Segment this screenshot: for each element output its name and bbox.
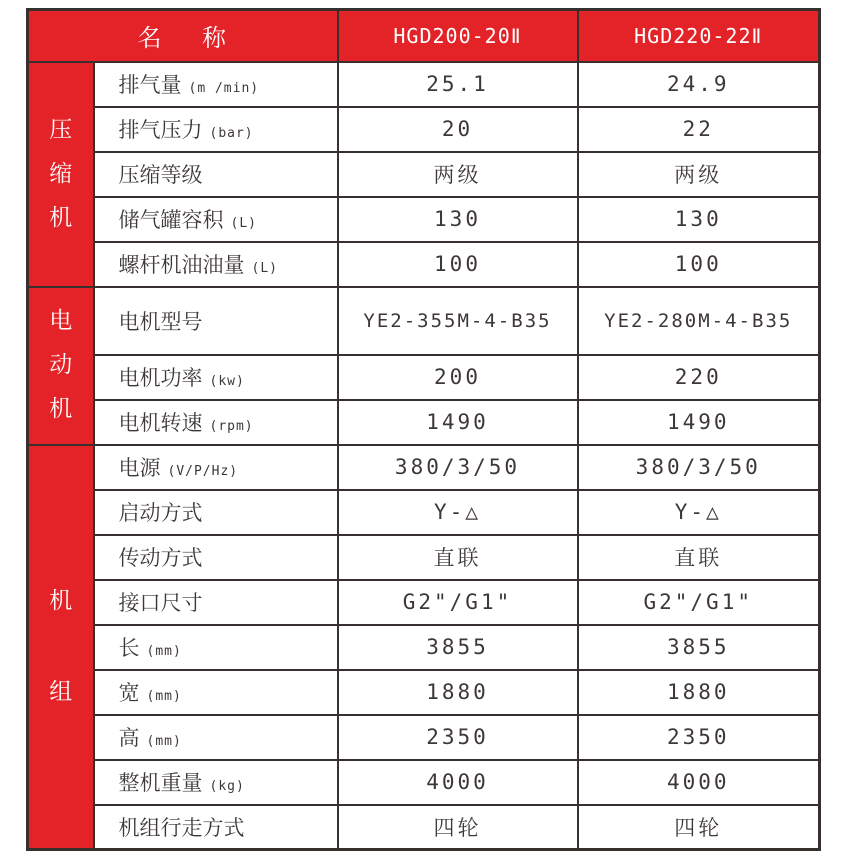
spec-label-cell [94,580,338,625]
spec-unit: (mm) [146,644,182,659]
spec-table [26,8,821,851]
table-row [28,715,820,760]
spec-label-cell [94,445,338,490]
spec-label: 长 [118,636,140,660]
category-char: 压 [49,116,73,143]
table-row [28,445,820,490]
category-unit-group [28,445,94,850]
spec-value-cell: 2350 [578,715,820,760]
category-char: 机 [49,587,73,614]
spec-value-cell: 22 [578,107,820,152]
spec-value-cell: 130 [578,197,820,242]
spec-value-cell: 100 [578,242,820,287]
category-char: 机 [49,204,73,231]
spec-unit: (V/P/Hz) [167,464,239,479]
spec-value-cell: 1880 [338,670,578,715]
spec-unit: (bar) [209,126,254,141]
spec-label: 排气量 [118,73,182,97]
spec-unit: (kw) [209,374,245,389]
category-char-stack [29,310,93,421]
table-header-row [28,10,820,62]
spec-value-cell: 1880 [578,670,820,715]
spec-label: 启动方式 [118,501,203,525]
spec-value-cell: YE2-280M-4-B35 [578,287,820,355]
table-row [28,62,820,107]
spec-value-cell: 220 [578,355,820,400]
spec-value-cell: 25.1 [338,62,578,107]
table-row [28,400,820,445]
spec-label-cell [94,535,338,580]
spec-label: 储气罐容积 [118,208,224,232]
spec-label: 整机重量 [118,771,203,795]
spec-unit: (rpm) [209,419,254,434]
spec-label-cell [94,490,338,535]
spec-label: 电源 [118,456,161,480]
spec-label: 螺杆机油油量 [118,253,245,277]
spec-value-cell: 380/3/50 [578,445,820,490]
spec-label: 电机型号 [118,309,203,334]
header-model-hgd220-22: HGD220-22Ⅱ [578,10,820,62]
spec-label: 宽 [118,681,140,705]
category-compressor [28,62,94,287]
table-row [28,355,820,400]
spec-label-cell [94,760,338,805]
spec-value-cell: 4000 [578,760,820,805]
spec-value-cell: 24.9 [578,62,820,107]
spec-unit: (L) [251,261,278,276]
spec-value-cell: 2350 [338,715,578,760]
category-char-stack [29,587,93,705]
category-char: 电 [49,308,73,334]
spec-value-cell: 380/3/50 [338,445,578,490]
spec-value-cell: 100 [338,242,578,287]
spec-label: 接口尺寸 [118,591,203,615]
spec-value-cell: G2"/G1" [578,580,820,625]
table-row [28,287,820,355]
spec-label-cell [94,355,338,400]
spec-value-cell: 20 [338,107,578,152]
spec-value-cell: 四轮 [338,805,578,850]
table-row [28,242,820,287]
spec-label-cell [94,805,338,850]
spec-value-cell: Y-△ [338,490,578,535]
category-char: 动 [49,352,73,378]
spec-label-cell [94,242,338,287]
spec-label-cell [94,715,338,760]
table-row [28,670,820,715]
category-char: 机 [49,396,73,422]
spec-unit: (kg) [209,779,245,794]
table-row [28,197,820,242]
header-name-cell: 名 称 [28,10,338,62]
spec-value-cell: G2"/G1" [338,580,578,625]
table-row [28,490,820,535]
spec-label: 电机转速 [118,411,203,435]
spec-value-cell: 200 [338,355,578,400]
spec-value-cell: 两级 [578,152,820,197]
spec-value-cell: 直联 [578,535,820,580]
spec-label-cell [94,197,338,242]
table-row [28,625,820,670]
spec-value-cell: 四轮 [578,805,820,850]
category-char-stack [29,116,93,231]
table-row [28,760,820,805]
spec-value-cell: 直联 [338,535,578,580]
spec-unit: (m /min) [188,81,260,96]
spec-label: 压缩等级 [118,163,203,187]
table-row [28,805,820,850]
spec-value-cell: 3855 [578,625,820,670]
spec-label-cell [94,107,338,152]
spec-value-cell: 4000 [338,760,578,805]
spec-value-cell: 1490 [578,400,820,445]
table-row [28,535,820,580]
table-row [28,580,820,625]
spec-value-cell: YE2-355M-4-B35 [338,287,578,355]
spec-value-cell: 1490 [338,400,578,445]
category-char: 组 [49,678,73,705]
table-row [28,107,820,152]
category-motor [28,287,94,445]
spec-label-cell [94,287,338,355]
spec-label-cell [94,625,338,670]
spec-value-cell: Y-△ [578,490,820,535]
spec-value-cell: 130 [338,197,578,242]
header-model-hgd200-20: HGD200-20Ⅱ [338,10,578,62]
spec-label: 传动方式 [118,546,203,570]
spec-value-cell: 两级 [338,152,578,197]
spec-value-cell: 3855 [338,625,578,670]
spec-unit: (L) [230,216,257,231]
table-row [28,152,820,197]
spec-label-cell [94,400,338,445]
category-char: 缩 [49,160,73,187]
spec-label-cell [94,670,338,715]
spec-label: 高 [118,726,140,750]
spec-label-cell [94,62,338,107]
spec-unit: (mm) [146,734,182,749]
spec-unit: (mm) [146,689,182,704]
spec-label: 机组行走方式 [118,815,245,840]
spec-label: 排气压力 [118,118,203,142]
spec-label: 电机功率 [118,366,203,390]
spec-label-cell [94,152,338,197]
